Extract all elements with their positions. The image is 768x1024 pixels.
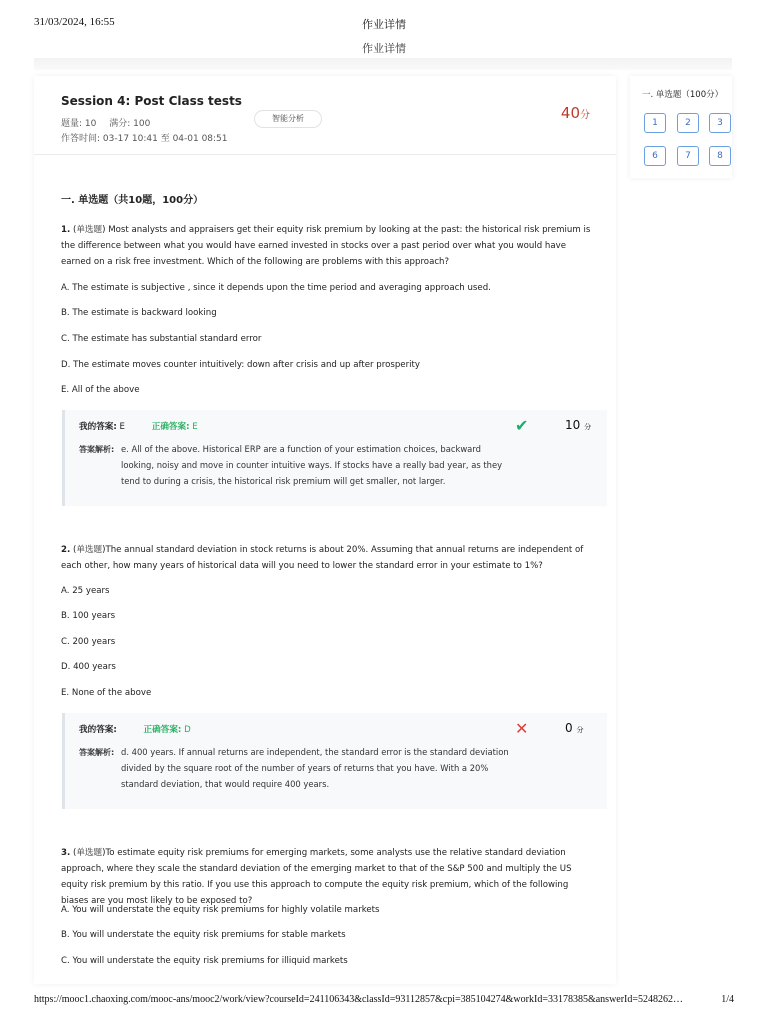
option: A. You will understate the equity risk premiums for highly volatile markets: [61, 905, 380, 915]
points: [565, 418, 591, 432]
option: A. The estimate is subjective , since it depends upon the time period and averaging approach used.: [61, 283, 491, 293]
question-number: 1.: [61, 225, 71, 235]
print-datetime: 31/03/2024, 16:55: [34, 16, 115, 28]
print-title: 作业详情: [362, 18, 406, 31]
points-value: 10: [565, 418, 581, 432]
summary-header: [34, 76, 616, 155]
question-nav-button-3[interactable]: 3: [709, 113, 731, 133]
option: D. The estimate moves counter intuitively: down after crisis and up after prosperity: [61, 360, 420, 370]
question-nav-button-7[interactable]: 7: [677, 146, 699, 166]
cross-icon: ✕: [515, 719, 529, 738]
session-title: Session 4: Post Class tests: [61, 94, 242, 108]
check-icon: ✔: [515, 416, 529, 435]
explanation: e. All of the above. Historical ERP are a function of your estimation choices, backward looking, noisy and move in counter intuitive ways. If stocks have a really bad year, as they tend to during a crisis, the historical risk premium will get smaller, not larger.: [121, 444, 503, 486]
score-value: 40: [560, 104, 580, 122]
points-unit: 分: [584, 423, 592, 431]
explanation-label: 答案解析:: [79, 445, 115, 454]
correct-answer: E: [192, 422, 198, 432]
option: E. None of the above: [61, 688, 152, 698]
top-shade: [34, 58, 732, 70]
question-nav-button-8[interactable]: 8: [709, 146, 731, 166]
option: E. All of the above: [61, 385, 140, 395]
question-text: (单选题) Most analysts and appraisers get their equity risk premium by looking at the past: the historical risk premium is the difference between what you would have earned invested in stocks over a past period over what you would have earned on a risk free investment. Which of the following are problems with this approach?: [61, 225, 591, 267]
points-unit: 分: [576, 726, 584, 734]
score: [561, 104, 590, 122]
my-answer-label: 我的答案:: [79, 422, 117, 432]
question-text: (单选题)The annual standard deviation in stock returns is about 20%. Assuming that annual returns are independent of each other, how many years of historical data will you need to lower the standard error in your estimate to 1%?: [61, 545, 584, 571]
question-nav-button-6[interactable]: 6: [644, 146, 666, 166]
nav-section-title: 一. 单选题（100分）: [642, 90, 724, 100]
page-title: 作业详情: [362, 42, 406, 55]
correct-answer-label: 正确答案:: [143, 725, 182, 735]
option: D. 400 years: [61, 662, 116, 672]
question-text: (单选题)To estimate equity risk premiums for emerging markets, some analysts use the relative standard deviation approach, where they scale the standard deviation of the emerging market to that of the S&P 500 and multiply the US equity risk premium by this ratio. If you use this approach to compute the equity risk premium, which of the following biases are you most likely to be exposed to?: [61, 848, 572, 906]
question-1: [61, 222, 593, 270]
option: B. You will understate the equity risk premiums for stable markets: [61, 930, 346, 940]
points: [565, 721, 583, 735]
score-unit: 分: [580, 110, 590, 121]
question-nav-card: [630, 76, 732, 178]
question-2: [61, 542, 593, 574]
answer-row: [79, 420, 198, 432]
my-answer: E: [119, 422, 125, 432]
smart-analysis-button[interactable]: 智能分析: [254, 110, 322, 128]
option: A. 25 years: [61, 586, 110, 596]
question-3: [61, 845, 593, 909]
option: B. 100 years: [61, 611, 116, 621]
explanation-label: 答案解析:: [79, 748, 115, 757]
option: C. 200 years: [61, 637, 116, 647]
points-value: 0: [565, 721, 573, 735]
time-range: 作答时间: 03-17 10:41 至 04-01 08:51: [61, 134, 228, 144]
correct-answer: D: [184, 725, 191, 735]
question-nav-button-2[interactable]: 2: [677, 113, 699, 133]
option: C. The estimate has substantial standard error: [61, 334, 262, 344]
main-card: [34, 76, 616, 984]
option: B. The estimate is backward looking: [61, 308, 217, 318]
answer-box: [62, 713, 607, 809]
question-number: 3.: [61, 848, 71, 858]
footer-url: https://mooc1.chaoxing.com/mooc-ans/mooc2/work/view?courseId=241106343&classId=93112857&cpi=385104274&workId=33178385&answerId=5248262…: [34, 994, 684, 1005]
question-number: 2.: [61, 545, 71, 555]
answer-row: [79, 723, 191, 735]
option: C. You will understate the equity risk premiums for illiquid markets: [61, 956, 348, 966]
answer-box: [62, 410, 607, 506]
question-count: 题量: 10: [61, 119, 97, 129]
question-nav-button-1[interactable]: 1: [644, 113, 666, 133]
total-score: 满分: 100: [109, 119, 151, 129]
correct-answer-label: 正确答案:: [151, 422, 190, 432]
page-number: 1/4: [721, 994, 734, 1005]
meta-row: [61, 116, 160, 129]
section-title: 一. 单选题（共10题，100分）: [61, 195, 204, 206]
my-answer-label: 我的答案:: [79, 725, 117, 735]
explanation: d. 400 years. If annual returns are independent, the standard error is the standard deviation divided by the square root of the number of years of returns that you have. With a 20% standard deviation, that would require 400 years.: [121, 747, 509, 789]
